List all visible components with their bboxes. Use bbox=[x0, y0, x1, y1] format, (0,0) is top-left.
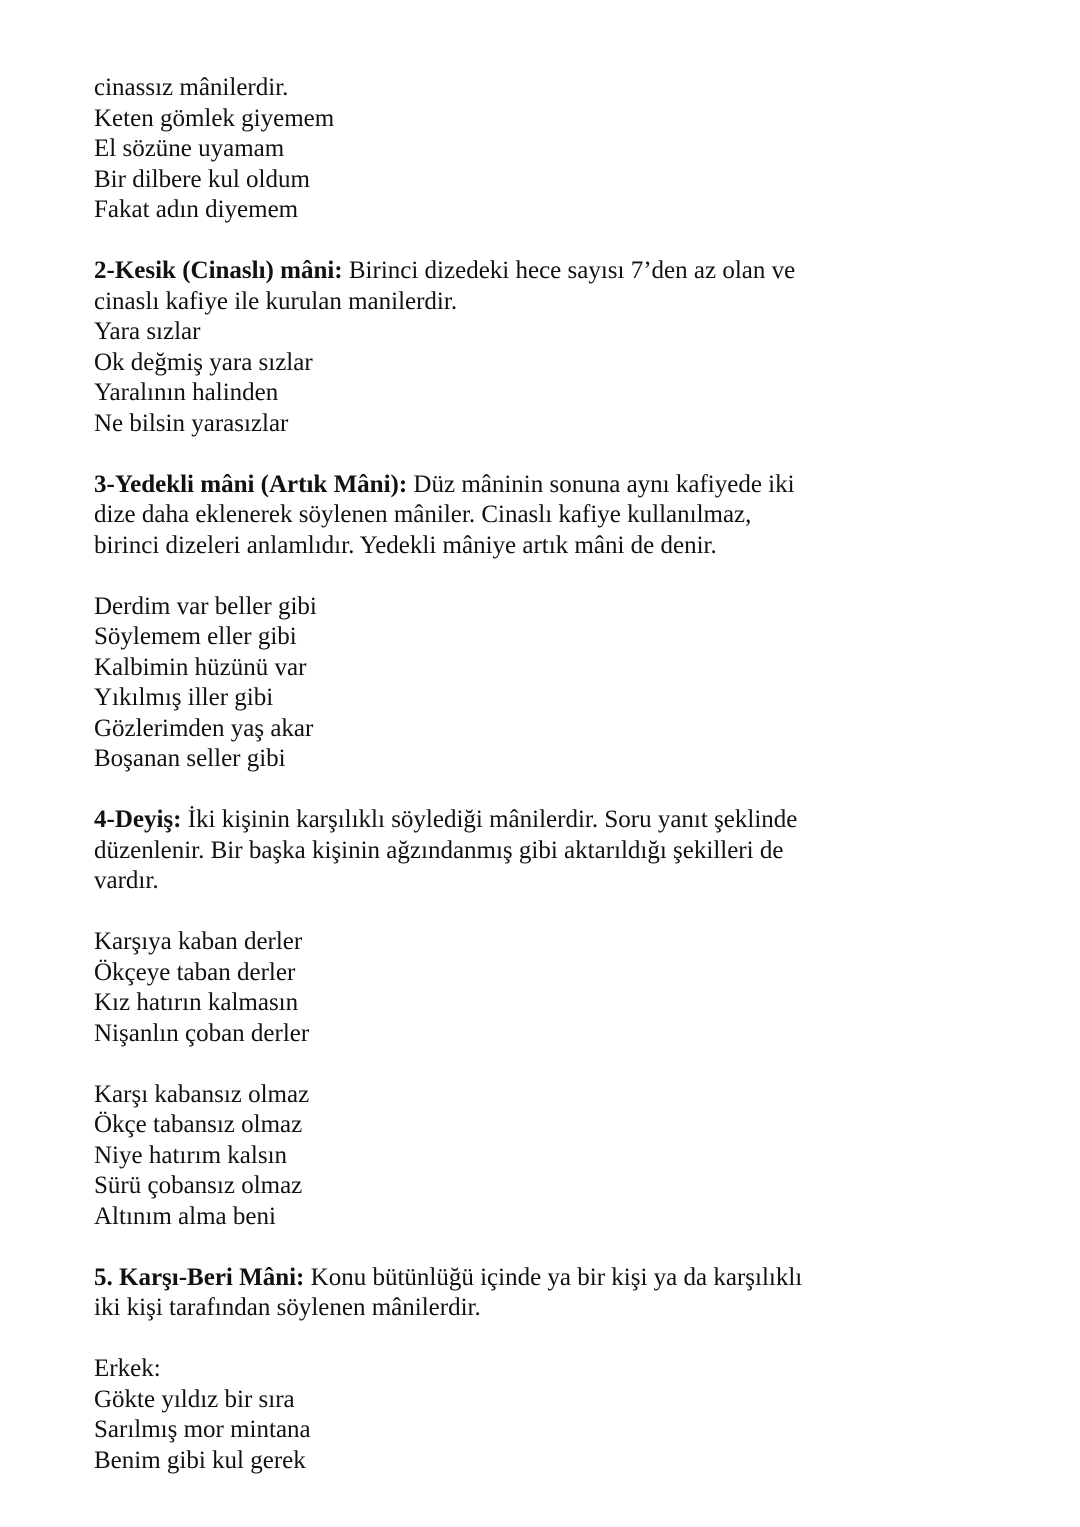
poem-line: Benim gibi kul gerek bbox=[94, 1446, 306, 1474]
poem-line: Altınım alma beni bbox=[94, 1202, 276, 1230]
section-4-definition bbox=[94, 805, 994, 836]
section-2-definition bbox=[94, 256, 994, 287]
poem-line: Nişanlın çoban derler bbox=[94, 1019, 310, 1047]
poem-line: Sarılmış mor mintana bbox=[94, 1416, 311, 1443]
section-4-term: 4-Deyiş: bbox=[94, 806, 182, 833]
section-2-desc-line: cinaslı kafiye ile kurulan manilerdir. bbox=[94, 287, 458, 315]
poem-line: Ok değmiş yara sızlar bbox=[94, 348, 313, 376]
section-3-desc: Düz mâninin sonuna aynı kafiyede iki bbox=[407, 470, 795, 498]
spacer bbox=[94, 1049, 994, 1080]
poem-line: Söylemem eller gibi bbox=[94, 623, 297, 650]
poem-line: Kız hatırın kalmasın bbox=[94, 989, 299, 1016]
section-3-desc-line: dize daha eklenerek söylenen mâniler. Cinaslı kafiye kullanılmaz, bbox=[94, 501, 752, 528]
poem-line: Bir dilbere kul oldum bbox=[94, 165, 310, 193]
poem-line: Kalbimin hüzünü var bbox=[94, 653, 307, 681]
poem-line: Ökçe tabansız olmaz bbox=[94, 1111, 303, 1138]
poem-line: Gözlerimden yaş akar bbox=[94, 714, 314, 742]
spacer bbox=[94, 1324, 994, 1355]
poem-line: Sürü çobansız olmaz bbox=[94, 1172, 303, 1199]
section-4-desc-line: vardır. bbox=[94, 867, 159, 894]
poem-line: Yıkılmış iller gibi bbox=[94, 684, 274, 711]
spacer bbox=[94, 226, 994, 257]
poem-line: Fakat adın diyemem bbox=[94, 196, 299, 223]
poem-line: Karşıya kaban derler bbox=[94, 928, 303, 955]
section-5-desc-line: iki kişi tarafından söylenen mânilerdir. bbox=[94, 1294, 481, 1321]
speaker-label: Erkek: bbox=[94, 1355, 161, 1382]
section-3-term: 3-Yedekli mâni (Artık Mâni): bbox=[94, 470, 408, 498]
intro-tail: cinassız mânilerdir. bbox=[94, 74, 289, 101]
document-page bbox=[94, 73, 994, 1476]
section-2-desc: Birinci dizedeki hece sayısı 7’den az olan ve bbox=[342, 257, 796, 284]
section-3-definition bbox=[94, 470, 994, 501]
poem-line: Derdim var beller gibi bbox=[94, 592, 317, 620]
poem-line: Ne bilsin yarasızlar bbox=[94, 409, 289, 437]
spacer bbox=[94, 439, 994, 470]
section-4-desc-line: düzenlenir. Bir başka kişinin ağzındanmış gibi aktarıldığı şekilleri de bbox=[94, 836, 784, 864]
poem-line: Boşanan seller gibi bbox=[94, 745, 286, 772]
poem-line: Keten gömlek giyemem bbox=[94, 104, 335, 132]
poem-line: Yaralının halinden bbox=[94, 379, 279, 406]
spacer bbox=[94, 561, 994, 592]
spacer bbox=[94, 1232, 994, 1263]
section-4-desc: İki kişinin karşılıklı söylediği mânilerdir. Soru yanıt şeklinde bbox=[181, 806, 798, 833]
section-5-desc: Konu bütünlüğü içinde ya bir kişi ya da karşılıklı bbox=[304, 1263, 803, 1291]
section-5-term: 5. Karşı-Beri Mâni: bbox=[94, 1263, 305, 1291]
poem-line: Ökçeye taban derler bbox=[94, 958, 296, 986]
poem-line: Gökte yıldız bir sıra bbox=[94, 1385, 295, 1413]
poem-line: Niye hatırım kalsın bbox=[94, 1141, 288, 1169]
section-3-desc-line: birinci dizeleri anlamlıdır. Yedekli mâniye artık mâni de denir. bbox=[94, 531, 717, 559]
poem-line: El sözüne uyamam bbox=[94, 135, 285, 162]
spacer bbox=[94, 897, 994, 928]
poem-line: Yara sızlar bbox=[94, 318, 201, 345]
section-5-definition bbox=[94, 1263, 994, 1294]
poem-line: Karşı kabansız olmaz bbox=[94, 1080, 310, 1108]
section-2-term: 2-Kesik (Cinaslı) mâni: bbox=[94, 257, 343, 284]
spacer bbox=[94, 775, 994, 806]
